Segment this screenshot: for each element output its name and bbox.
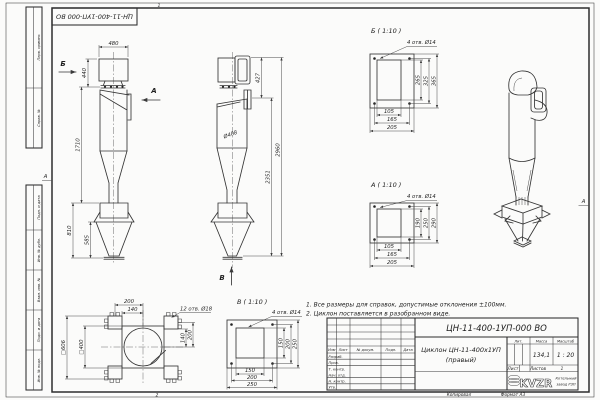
title-block-right-grid xyxy=(415,337,578,372)
iso-body xyxy=(509,93,547,162)
zone-number-top: 1 xyxy=(157,3,161,9)
margin-label-sprav: Справ. № xyxy=(36,109,41,127)
title-block-sheets-value: 1 xyxy=(560,367,564,372)
drawing-frame xyxy=(52,8,589,392)
side-body-outline xyxy=(217,99,247,148)
company-logo xyxy=(509,375,578,390)
front-view-letter-a: А xyxy=(151,87,157,95)
margin-label-inv-dubl: Инв. № дубл. xyxy=(36,237,41,263)
iso-duct-outer xyxy=(531,88,546,112)
detail-a-dim-190: 190 xyxy=(415,217,422,229)
detail-a-dim-105: 105 xyxy=(383,244,395,250)
logo-subtext-2: завод РЗП xyxy=(556,382,576,387)
title-block-row-nkontr: Н. контр. xyxy=(328,379,346,384)
detail-b-dim-205: 205 xyxy=(386,125,398,131)
isometric-view xyxy=(494,71,550,247)
title-block-sheet-label: Лист xyxy=(507,367,519,372)
plan-pad xyxy=(164,316,178,329)
plan-dim-sq606: □606 xyxy=(61,339,67,356)
title-block-row-razrab: Разраб. xyxy=(328,355,343,359)
margin-label-perv-primen: Перв. примен. xyxy=(36,33,41,61)
margin-label-vzam-inv: Взам. инв. № xyxy=(36,277,41,303)
zone-number-bottom: 2 xyxy=(155,393,159,399)
detail-a-title: А ( 1:10 ) xyxy=(371,181,402,189)
detail-view-b xyxy=(370,27,439,133)
detail-b-holes-note: 4 отв. Ø14 xyxy=(407,40,436,46)
sheet-frame xyxy=(6,3,594,399)
title-block-scale-value: 1 : 20 xyxy=(556,352,575,359)
title-block xyxy=(327,318,578,398)
front-flange-bolt xyxy=(121,86,123,88)
plan-dim-sq400: □400 xyxy=(79,339,85,355)
plan-dim-140-top: 140 xyxy=(127,307,138,313)
detail-v-dim-200v: 200 xyxy=(285,338,292,350)
title-block-h-doc: № докум. xyxy=(356,348,375,352)
plan-holes-note: 12 отв. Ø18 xyxy=(180,306,213,313)
side-dim-2351: 2351 xyxy=(265,170,272,184)
plan-pad xyxy=(108,316,122,329)
front-view-letter-b: Б xyxy=(60,60,66,68)
side-cone-outline xyxy=(217,148,247,203)
iso-cap-shade xyxy=(514,78,522,91)
detail-v-dim-250v: 250 xyxy=(292,338,299,350)
zone-letter-right: А xyxy=(581,199,586,205)
title-block-mass-value: 134,1 xyxy=(532,352,551,359)
detail-b-leader xyxy=(380,47,407,59)
detail-v-opening xyxy=(236,328,264,358)
plan-pad xyxy=(164,366,178,379)
detail-a-dim-165: 165 xyxy=(386,252,398,258)
front-body-outline xyxy=(100,90,131,151)
side-duct-outer xyxy=(235,56,250,84)
front-flange-bolt xyxy=(116,86,118,88)
side-view-letter-v: В xyxy=(219,274,225,282)
title-block-name-line2: (правый) xyxy=(445,356,477,364)
logo-spring-icon xyxy=(509,375,520,379)
side-dim-427: 427 xyxy=(255,72,262,84)
detail-b-dim-325: 325 xyxy=(423,75,430,87)
detail-v-extension-lines xyxy=(227,320,300,390)
detail-a-holes-note: 4 отв. Ø14 xyxy=(407,194,436,200)
detail-a-dim-250: 250 xyxy=(423,217,430,229)
format-label: Формат А3 xyxy=(500,393,526,398)
iso-hopper xyxy=(505,219,540,247)
title-block-sheets-label: Листов xyxy=(529,367,547,372)
zone-letter-left: А xyxy=(43,174,48,180)
title-block-h-podp: Подп. xyxy=(385,348,397,352)
logo-subtext-1: Котельный xyxy=(555,376,577,381)
logo-spring-icon xyxy=(509,378,520,382)
detail-v-dim-150h: 150 xyxy=(244,368,256,374)
side-duct-inner xyxy=(238,59,247,81)
front-view xyxy=(59,41,160,263)
title-block-code: ЦН-11-400-1УП-000 ВО xyxy=(446,324,547,334)
side-flange-bolt xyxy=(233,86,235,88)
front-flange-bolt xyxy=(104,86,106,88)
plan-view xyxy=(61,299,213,384)
detail-b-hole xyxy=(373,57,376,60)
title-block-row-nachotd: Нач. отд. xyxy=(328,373,346,378)
title-block-row-utv: Утв. xyxy=(328,385,337,390)
detail-v-dim-200h: 200 xyxy=(246,374,258,381)
detail-view-v xyxy=(227,298,302,390)
detail-v-dim-150v: 150 xyxy=(278,337,285,349)
detail-b-title: Б ( 1:10 ) xyxy=(371,27,402,35)
margin-label-podp-data-1: Подп. и дата xyxy=(36,195,41,220)
detail-view-a xyxy=(370,181,439,268)
detail-a-dim-290: 290 xyxy=(431,217,438,229)
detail-v-outer-flange xyxy=(227,320,277,368)
iso-cone xyxy=(509,158,535,197)
title-block-row-tkontr: Т. контр. xyxy=(328,367,346,372)
title-block-h-list: Лист xyxy=(338,348,348,352)
detail-v-title: В ( 1:10 ) xyxy=(237,298,268,306)
note-line-2: 2. Циклон поставляется в разобранном виде. xyxy=(306,310,451,318)
side-flange-bolt xyxy=(228,86,230,88)
title-block-h-izm: Изм xyxy=(328,348,336,352)
detail-a-dim-205: 205 xyxy=(386,260,398,266)
detail-b-dim-365: 365 xyxy=(431,75,438,87)
detail-b-opening xyxy=(377,60,401,100)
detail-v-leader xyxy=(249,316,273,327)
detail-b-dim-165: 165 xyxy=(386,117,398,123)
detail-a-leader xyxy=(380,201,407,208)
side-dim-diameter: Ø408 xyxy=(222,129,239,141)
copied-label: Копировал xyxy=(446,393,472,398)
detail-a-opening xyxy=(377,209,401,237)
front-dim-585: 585 xyxy=(84,234,91,246)
title-block-mass-label: Масса xyxy=(535,339,548,344)
front-dim-440: 440 xyxy=(82,67,88,79)
note-line-1: 1. Все размеры для справок, допустимые отклонения ±100мм. xyxy=(306,301,507,309)
top-stamp-code: ЦН-11-400-1УП-000 ВО xyxy=(55,12,134,21)
front-dim-1710: 1710 xyxy=(75,138,82,152)
plan-dim-200-top: 200 xyxy=(123,299,135,305)
detail-b-dim-105: 105 xyxy=(383,109,395,115)
side-view xyxy=(211,52,284,285)
detail-v-hole xyxy=(230,323,233,326)
detail-b-dim-265: 265 xyxy=(415,74,422,86)
side-dim-2960: 2960 xyxy=(275,143,282,157)
plan-inlet-notch xyxy=(151,351,166,364)
detail-v-dim-250h: 250 xyxy=(246,381,258,388)
detail-a-hole xyxy=(373,205,376,208)
detail-v-holes-note: 4 отв. Ø14 xyxy=(272,310,301,316)
iso-cap xyxy=(509,71,537,95)
side-flange-bolt xyxy=(222,86,224,88)
outer-border xyxy=(6,3,594,397)
margin-tables xyxy=(26,7,42,390)
logo-spring-icon xyxy=(509,381,520,385)
front-dim-810: 810 xyxy=(67,225,73,236)
title-block-scale-label: Масштаб xyxy=(556,339,575,344)
title-block-row-prov: Пров. xyxy=(328,361,339,366)
margin-label-inv-podl: Инв. № подл. xyxy=(36,357,41,383)
front-flange-bolt xyxy=(110,86,112,88)
technical-notes xyxy=(306,302,506,318)
margin-label-podp-data-2: Подп. и дата xyxy=(36,317,41,343)
title-block-lit-label: Лит. xyxy=(514,339,523,344)
plan-dim-200-right: 200 xyxy=(187,329,194,341)
front-bunker-outline xyxy=(94,203,134,259)
title-block-name-line1: Циклон ЦН-11-400х1УП xyxy=(421,346,501,354)
title-block-h-data: Дата xyxy=(403,348,413,352)
top-stamp xyxy=(52,8,137,25)
front-dim-480: 480 xyxy=(108,40,119,47)
title-block-left-columns xyxy=(337,318,402,390)
detail-b-extension-lines xyxy=(370,54,439,133)
logo-text: KVZR xyxy=(519,378,553,390)
plan-dim-140-right: 140 xyxy=(180,332,187,344)
